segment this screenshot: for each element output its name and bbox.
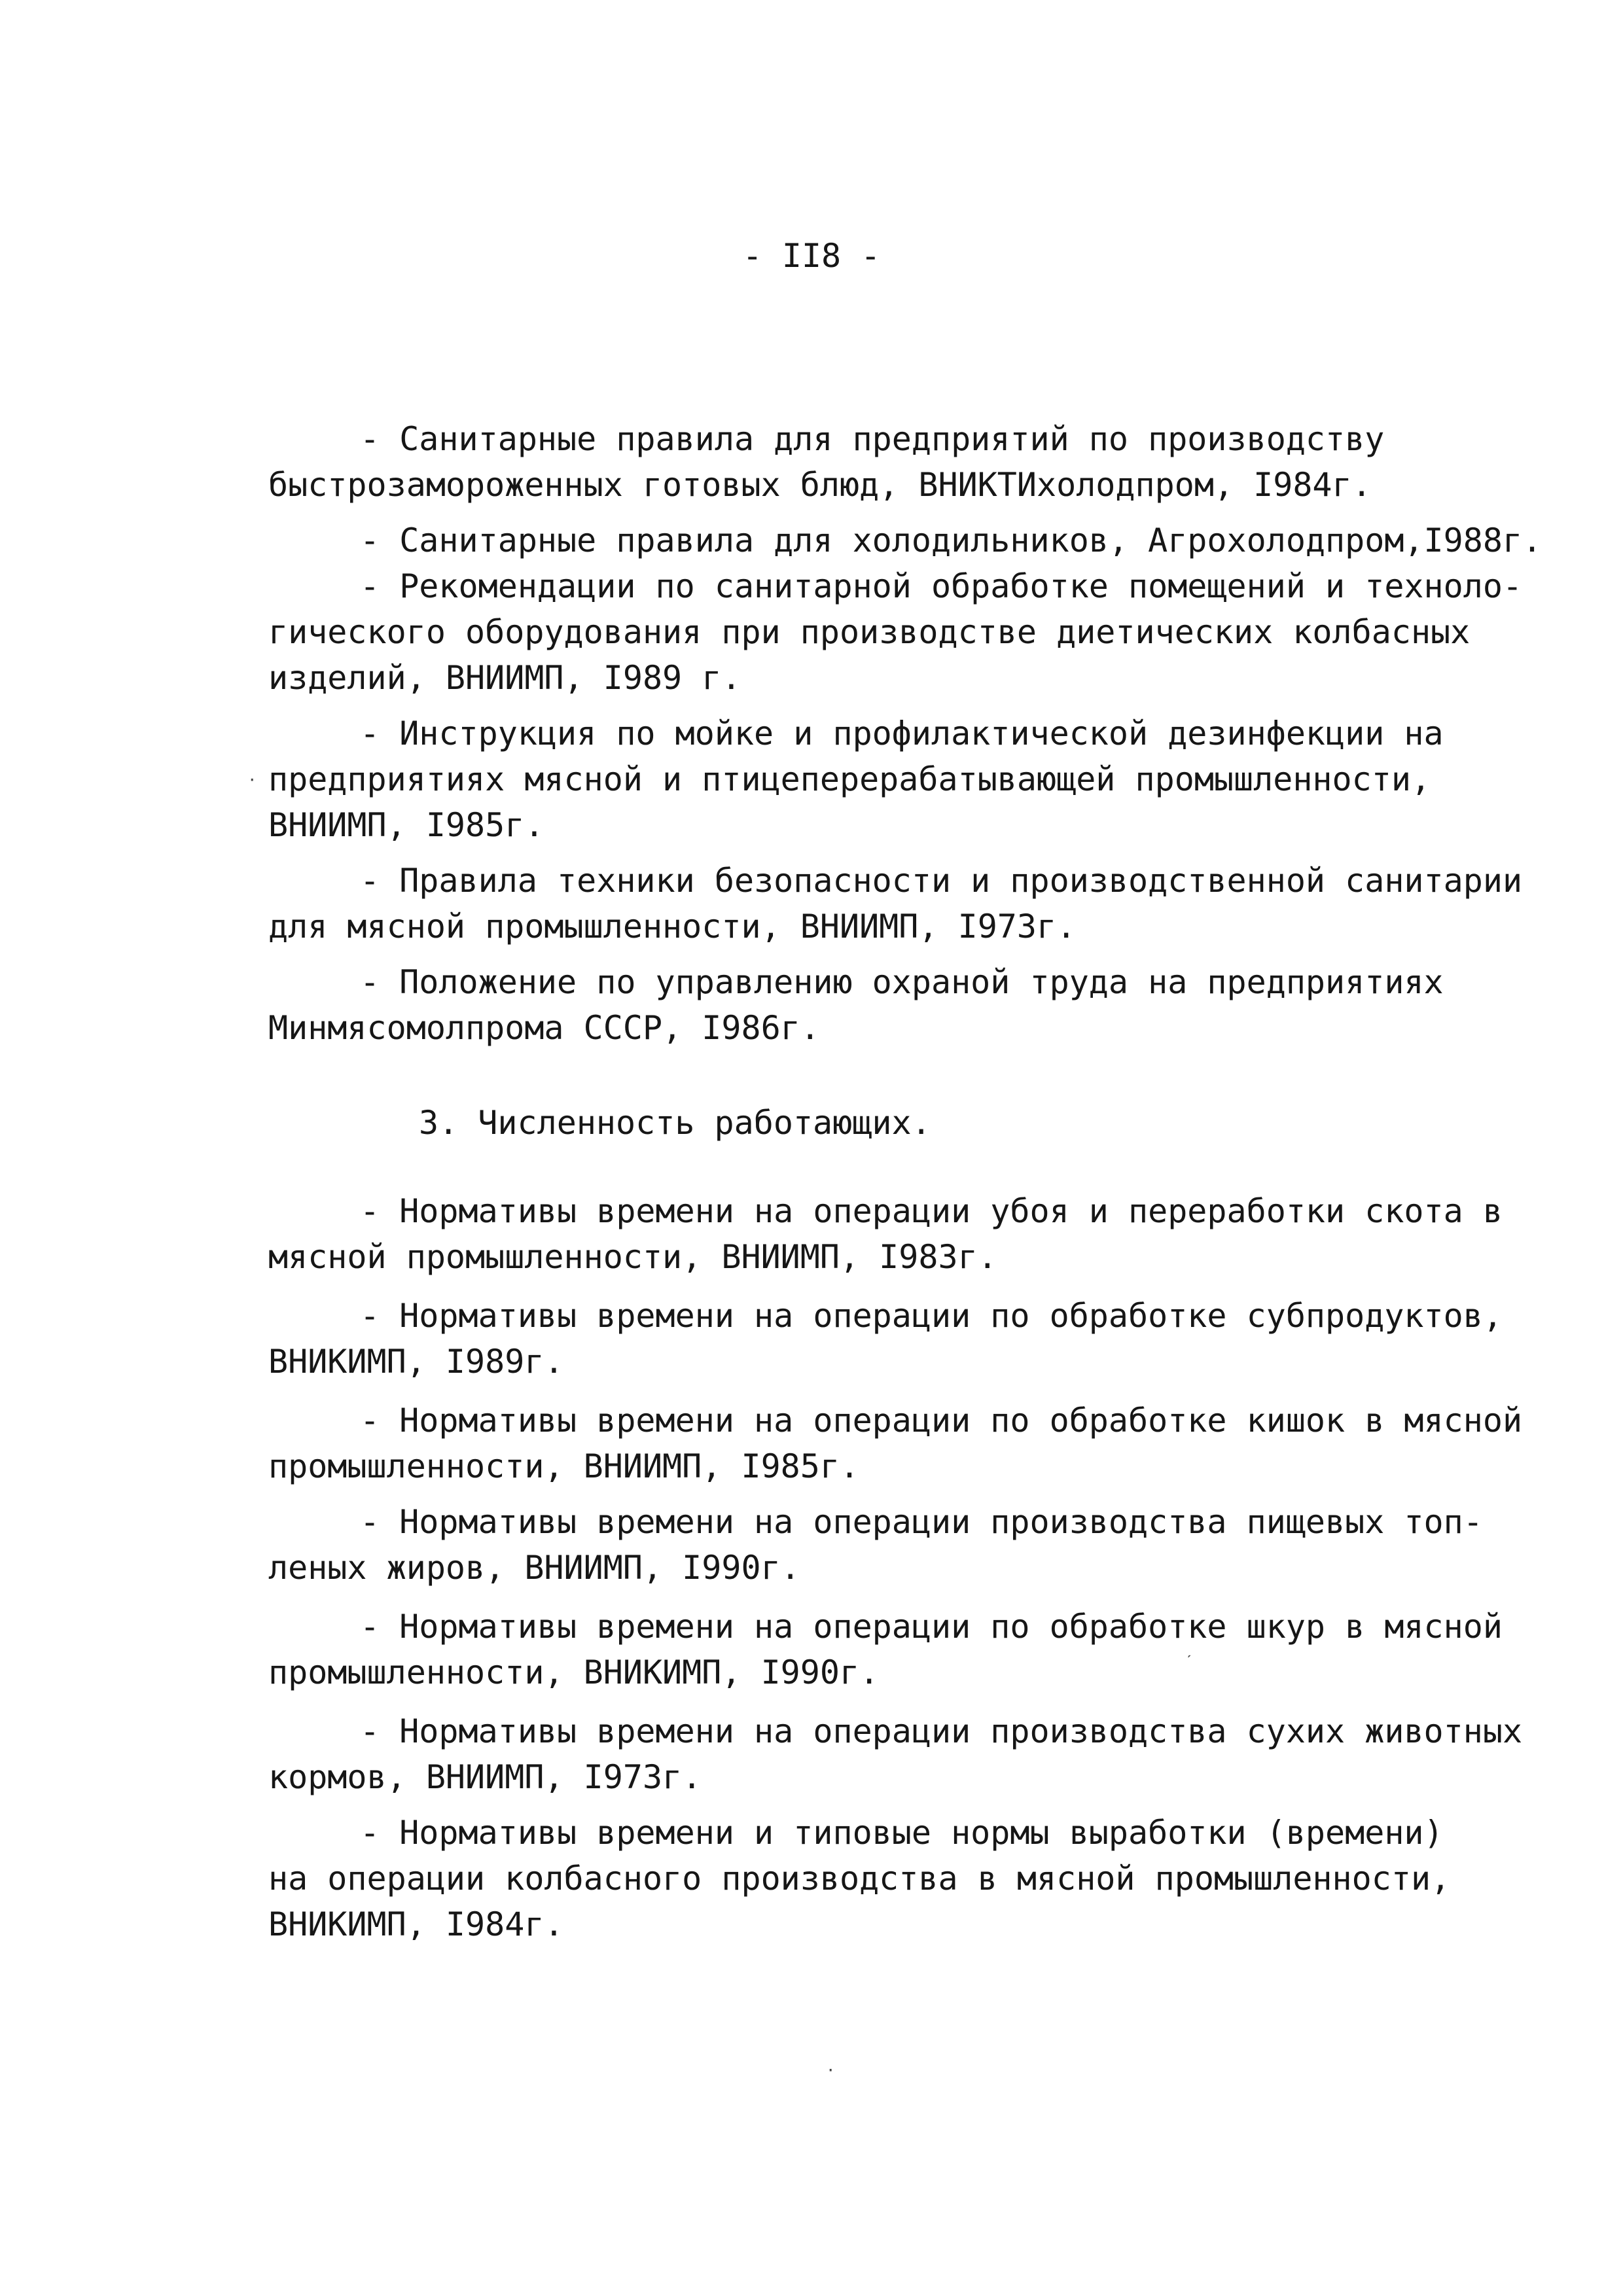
paragraph-line: - Нормативы времени на операции по обработке субпродуктов, [360, 1297, 1503, 1335]
paragraph [268, 1499, 1483, 1591]
paragraph-line: быстрозамороженных готовых блюд, ВНИКТИхолодпром, I984г. [268, 466, 1372, 504]
paragraph-line: гического оборудования при производстве диетических колбасных [268, 613, 1471, 651]
paragraph [268, 959, 1466, 1051]
paragraph [268, 1293, 1503, 1385]
paragraph [268, 518, 1543, 563]
paragraph [268, 563, 1523, 701]
paragraph-line: - Правила техники безопасности и производственной санитарии [360, 862, 1523, 900]
paragraph [268, 858, 1523, 949]
page-number: - II8 - [742, 237, 881, 275]
paragraph-line: - Санитарные правила для холодильников, Агрохолодпром,I988г. [360, 521, 1543, 559]
scan-speck-mark: ˊ [1185, 1652, 1194, 1670]
paragraph [268, 1188, 1503, 1280]
paragraph-line: кормов, ВНИИМП, I973г. [268, 1758, 702, 1796]
paragraph [268, 711, 1466, 848]
paragraph-line: для мясной промышленности, ВНИИМП, I973г. [268, 908, 1077, 945]
paragraph [268, 416, 1466, 508]
paragraph [268, 1810, 1466, 1947]
paragraph-line: леных жиров, ВНИИМП, I990г. [268, 1549, 800, 1587]
paragraph-line: промышленности, ВНИКИМП, I990г. [268, 1653, 880, 1691]
paragraph-line: - Нормативы времени на операции по обработке кишок в мясной [360, 1402, 1523, 1439]
paragraph-line: - Нормативы времени на операции по обработке шкур в мясной [360, 1608, 1503, 1646]
paragraph-line: - Нормативы времени на операции убоя и переработки скота в [360, 1192, 1503, 1230]
paragraph-line: ВНИКИМП, I989г. [268, 1343, 564, 1381]
scan-speck-mark: · [247, 771, 257, 789]
paragraph-line: изделий, ВНИИМП, I989 г. [268, 659, 741, 697]
paragraph-line: на операции колбасного производства в мясной промышленности, [268, 1860, 1451, 1898]
paragraph-line: - Нормативы времени на операции производства пищевых топ- [360, 1503, 1483, 1541]
section-heading [268, 1100, 1466, 1146]
paragraph [268, 1708, 1523, 1800]
paragraph-line: - Нормативы времени и типовые нормы выработки (времени) [360, 1814, 1444, 1852]
paragraph-line: ВНИКИМП, I984г. [268, 1905, 564, 1943]
paragraph-line: предприятиях мясной и птицеперерабатывающей промышленности, [268, 760, 1431, 798]
paragraph-line: - Положение по управлению охраной труда на предприятиях [360, 963, 1444, 1001]
paragraph [268, 1398, 1523, 1489]
paragraph-line: - Санитарные правила для предприятий по производству [360, 420, 1385, 458]
paragraph-line: промышленности, ВНИИМП, I985г. [268, 1447, 860, 1485]
section-heading-text: 3. Численность работающих. [419, 1104, 931, 1142]
paragraph-line: Минмясомолпрома СССР, I986г. [268, 1009, 820, 1047]
scan-speck-mark: · [826, 2061, 836, 2079]
paragraph-line: - Рекомендации по санитарной обработке помещений и техноло- [360, 567, 1523, 605]
paragraph-line: ВНИИМП, I985г. [268, 806, 544, 844]
paragraph [268, 1604, 1503, 1695]
paragraph-line: - Инструкция по мойке и профилактической дезинфекции на [360, 715, 1444, 752]
paragraph-line: мясной промышленности, ВНИИМП, I983г. [268, 1238, 997, 1276]
paragraph-line: - Нормативы времени на операции производства сухих животных [360, 1712, 1523, 1750]
